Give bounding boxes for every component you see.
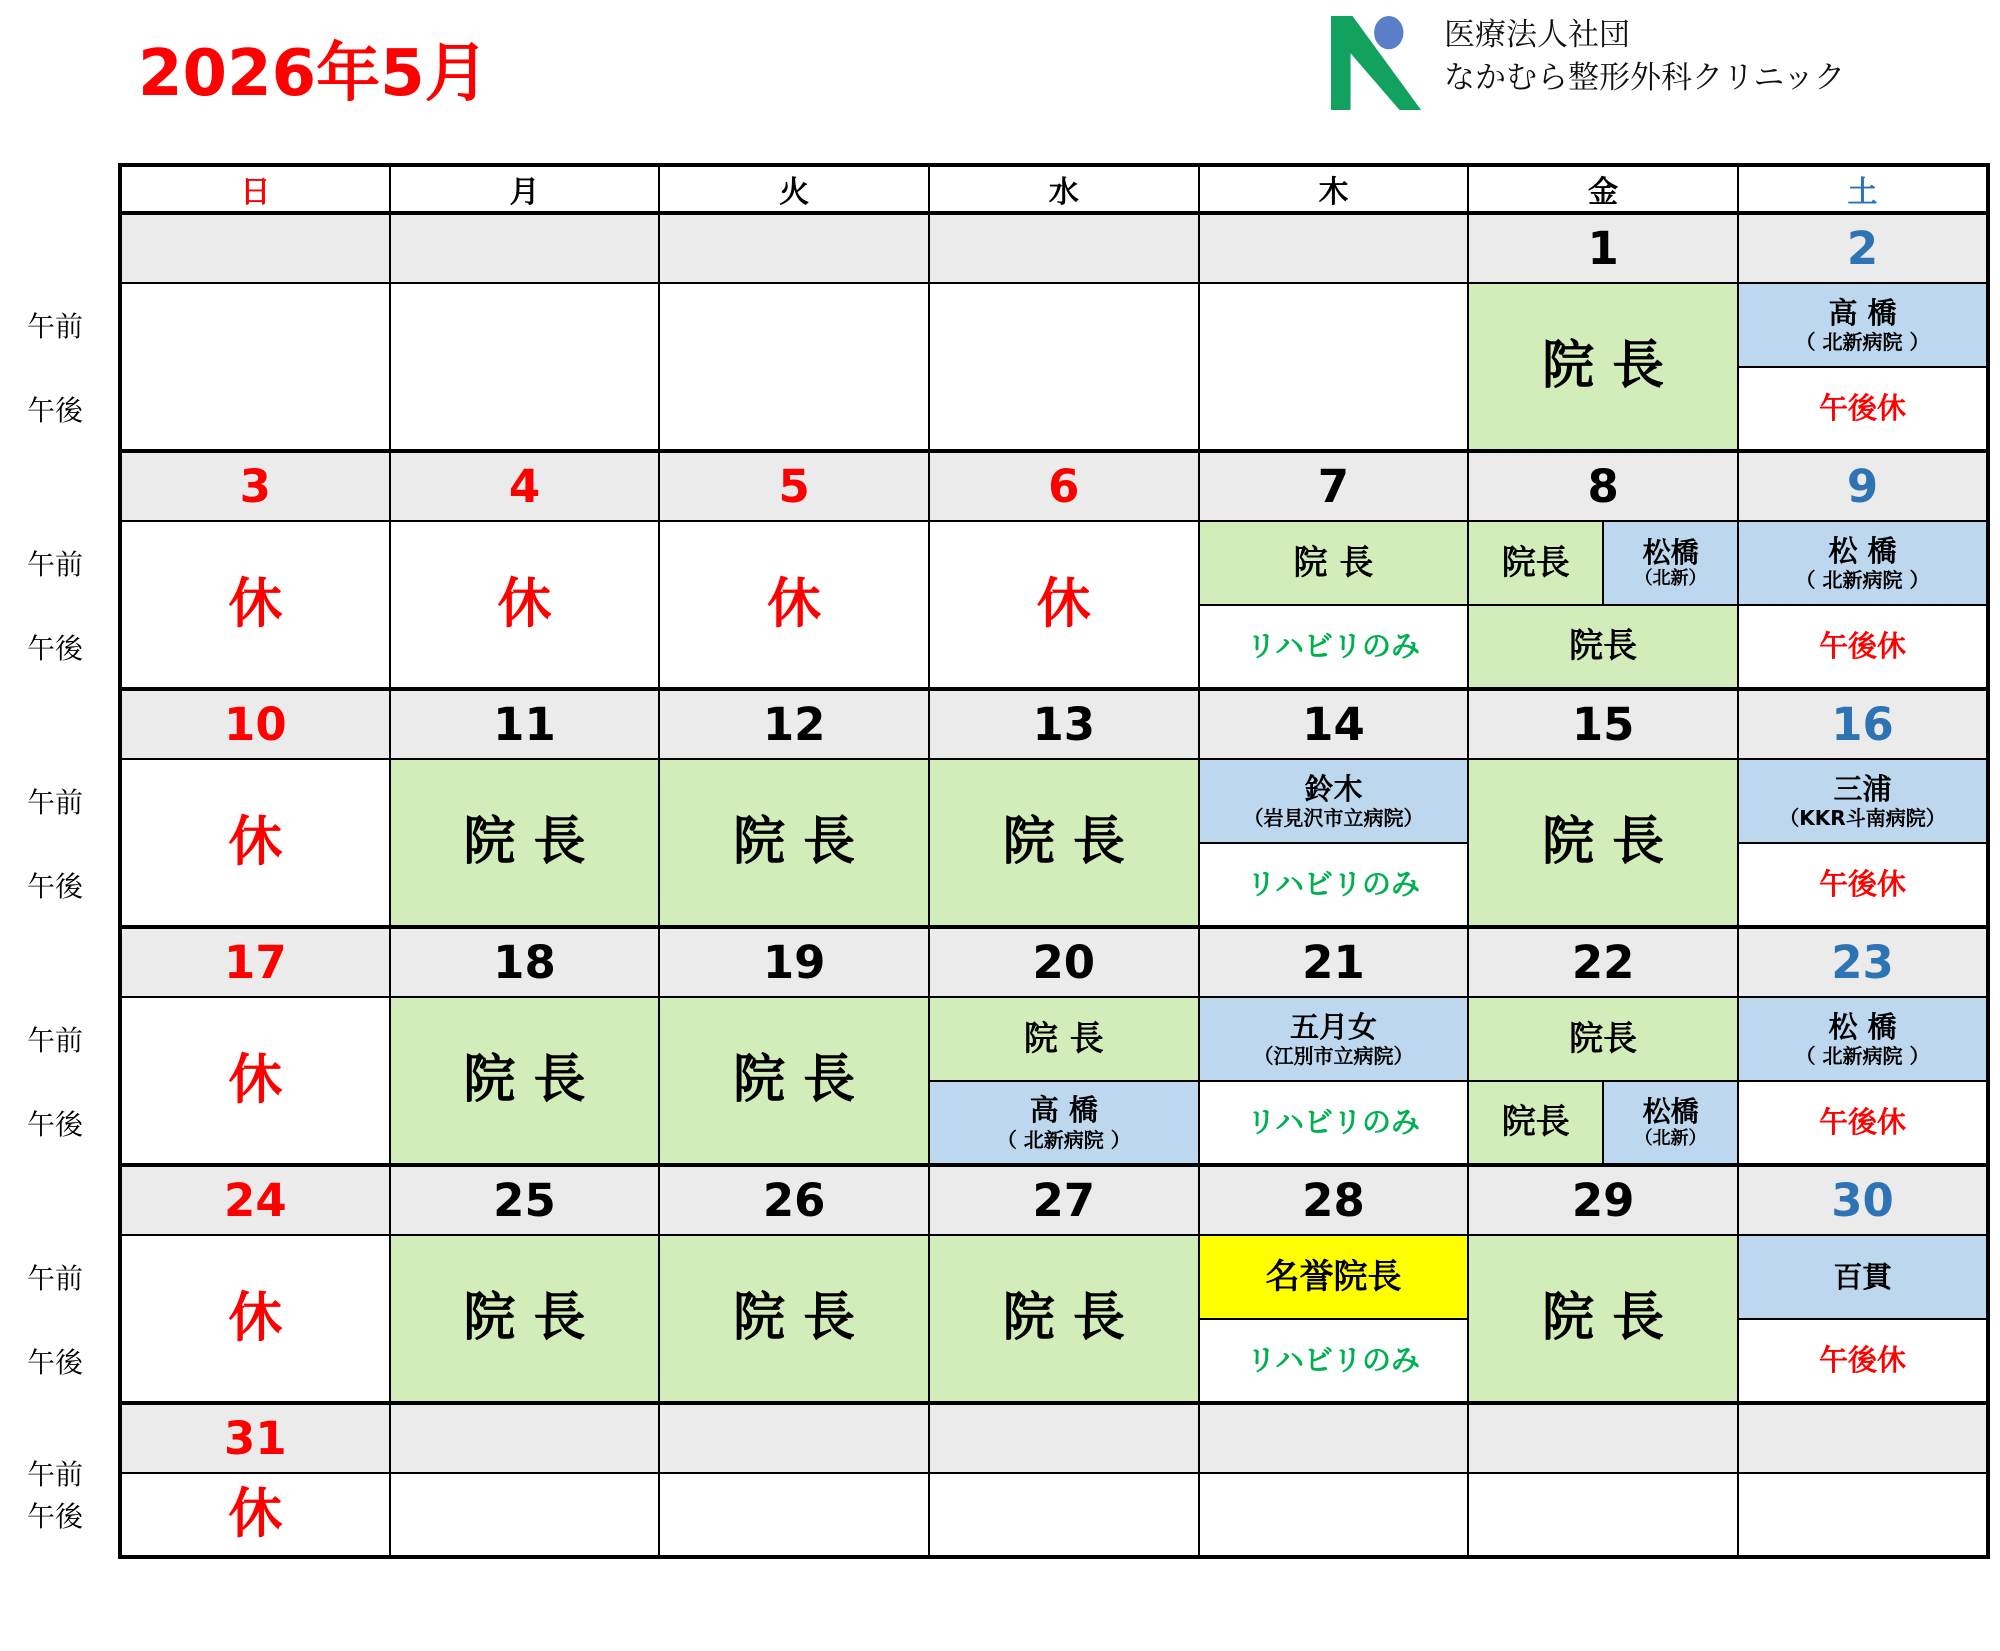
hospital-label: （KKR斗南病院）	[1779, 806, 1946, 831]
schedule-cell-fullday	[390, 1473, 660, 1557]
weekday-header-6: 土	[1738, 165, 1988, 213]
schedule-cell-am	[1199, 997, 1469, 1081]
schedule-cell-fullday	[929, 1235, 1199, 1403]
date-cell: 11	[390, 689, 660, 759]
schedule-cell-fullday	[120, 1235, 390, 1403]
schedule-cell-fullday	[1468, 1473, 1738, 1557]
schedule-cell-fullday	[659, 997, 929, 1165]
schedule-cell-fullday	[120, 283, 390, 451]
date-cell: 31	[120, 1403, 390, 1473]
assignment-label: 休	[767, 572, 822, 636]
hospital-label: （江別市立病院）	[1253, 1044, 1414, 1069]
assignment-label: 高 橋	[1828, 295, 1897, 330]
row-label-pm: 午後	[26, 1346, 83, 1379]
schedule-cell-fullday	[929, 521, 1199, 689]
schedule-cell-pm	[1199, 1081, 1469, 1165]
calendar-row	[120, 1235, 1988, 1319]
calendar-row	[120, 997, 1988, 1081]
schedule-cell-fullday	[659, 759, 929, 927]
date-cell	[659, 1403, 929, 1473]
schedule-cell-fullday	[1468, 759, 1738, 927]
assignment-label: リハビリのみ	[1246, 1105, 1421, 1140]
date-cell: 15	[1468, 689, 1738, 759]
schedule-cell-am	[1468, 997, 1738, 1081]
assignment-label: 院長	[1569, 626, 1638, 667]
date-cell: 6	[929, 451, 1199, 521]
date-cell: 28	[1199, 1165, 1469, 1235]
date-cell	[1468, 1403, 1738, 1473]
date-cell: 21	[1199, 927, 1469, 997]
date-cell: 5	[659, 451, 929, 521]
clinic-name-line: なかむら整形外科クリニック	[1444, 59, 1846, 96]
date-cell: 3	[120, 451, 390, 521]
schedule-cell-pm	[1738, 1081, 1988, 1165]
clinic-logo-mark-icon	[1328, 14, 1428, 112]
date-cell	[929, 1403, 1199, 1473]
calendar-row	[120, 759, 1988, 843]
schedule-cell-part	[1602, 522, 1737, 604]
schedule-cell-fullday	[120, 759, 390, 927]
assignment-label: 院 長	[733, 1288, 856, 1349]
schedule-cell-am	[1738, 997, 1988, 1081]
schedule-table	[118, 163, 1990, 1559]
assignment-label: 高 橋	[1029, 1093, 1098, 1128]
assignment-label: リハビリのみ	[1246, 629, 1421, 664]
schedule-cell-part	[1602, 1082, 1737, 1163]
weekday-header-4: 木	[1199, 165, 1469, 213]
row-label-pm: 午後	[26, 870, 83, 903]
schedule-cell-fullday	[120, 521, 390, 689]
schedule-cell-am	[1738, 1235, 1988, 1319]
schedule-cell-am	[929, 997, 1199, 1081]
schedule-cell-am	[1199, 521, 1469, 605]
calendar-row	[120, 451, 1988, 521]
assignment-label: 院 長	[733, 812, 856, 873]
schedule-cell-pm	[1199, 605, 1469, 689]
split-cell	[1469, 522, 1737, 604]
date-cell: 22	[1468, 927, 1738, 997]
assignment-label: 休	[228, 1286, 283, 1350]
assignment-label: 院 長	[1542, 336, 1665, 397]
schedule-cell-pm	[1738, 843, 1988, 927]
schedule-cell-pm	[1738, 367, 1988, 451]
calendar-row	[120, 213, 1988, 283]
date-cell: 14	[1199, 689, 1469, 759]
logo-dot	[1374, 16, 1403, 49]
assignment-label: 院 長	[1023, 1018, 1104, 1059]
schedule-cell-pm	[1199, 1319, 1469, 1403]
hospital-label: （岩見沢市立病院）	[1243, 806, 1424, 831]
date-cell: 26	[659, 1165, 929, 1235]
assignment-label: 院 長	[1293, 542, 1374, 583]
assignment-label: 院 長	[1542, 1288, 1665, 1349]
schedule-cell-pm	[929, 1081, 1199, 1165]
date-cell: 17	[120, 927, 390, 997]
assignment-label: 五月女	[1289, 1009, 1377, 1044]
date-cell: 27	[929, 1165, 1199, 1235]
hospital-label: （ 北新病院 ）	[1795, 568, 1930, 593]
schedule-cell-fullday	[1468, 283, 1738, 451]
weekday-header-5: 金	[1468, 165, 1738, 213]
schedule-cell-fullday	[390, 997, 660, 1165]
schedule-cell-am	[1468, 521, 1738, 605]
date-cell: 4	[390, 451, 660, 521]
hospital-label: （ 北新病院 ）	[1795, 330, 1930, 355]
row-label-pm: 午後	[26, 394, 83, 427]
date-cell: 29	[1468, 1165, 1738, 1235]
assignment-label: 午後休	[1818, 629, 1906, 664]
assignment-label: 院 長	[463, 1050, 586, 1111]
schedule-cell-fullday	[929, 1473, 1199, 1557]
schedule-cell-fullday	[1738, 1473, 1988, 1557]
schedule-cell-am	[1738, 759, 1988, 843]
weekday-row	[120, 165, 1988, 213]
assignment-label: 院 長	[463, 1288, 586, 1349]
assignment-label: 松 橋	[1828, 1009, 1897, 1044]
schedule-cell-am	[1738, 521, 1988, 605]
clinic-org-line: 医療法人社団	[1444, 17, 1630, 53]
calendar-row	[120, 283, 1988, 367]
schedule-cell-fullday	[929, 759, 1199, 927]
assignment-label: 休	[228, 1048, 283, 1112]
assignment-label: 院長	[1569, 1018, 1638, 1059]
clinic-name	[1444, 14, 1845, 100]
hospital-label: （ 北新病院 ）	[1795, 1044, 1930, 1069]
date-cell: 7	[1199, 451, 1469, 521]
date-cell	[1199, 1403, 1469, 1473]
date-cell: 24	[120, 1165, 390, 1235]
weekday-header-2: 火	[659, 165, 929, 213]
schedule-cell-pm	[1199, 843, 1469, 927]
schedule-cell-am	[1199, 1235, 1469, 1319]
row-label-am: 午前	[26, 1024, 83, 1057]
date-cell: 9	[1738, 451, 1988, 521]
calendar-body	[120, 213, 1988, 1557]
schedule-cell-fullday	[390, 1235, 660, 1403]
schedule-cell-fullday	[120, 1473, 390, 1557]
row-label-pm: 午後	[26, 632, 83, 665]
schedule-page: 2026年5月 医療法人社団 なかむら整形外科クリニック 日 月 火 水 木 金 土 1 2 院 長 高 橋 （ 北新病院 ） 午後休 3 4 5 6 7 8 9 休 休 休 休 院 長 院長 松橋 （北新） 松 橋 （ 北新病院 ） リハビリのみ 院長 午後休 10 11 12 13 14 15 16 休 院 長 院 長 院 長 鈴木 （岩見沢市立病院） 院 長 三浦 （KKR斗南病院） リハビリのみ 午後休 17 18 19 20 21 22 23 休 院 長 院 長 院 長 五月女 （江別市立病院） 院長 松 橋 （ 北新病院 ） 高 橋 （ 北新病院 ） リハビリのみ 院長 松橋 （北新） 午後休 24 25 26 27 28 29 30 休 院 長 院 長 院 長 名誉院長 院 長 百貫 リハビリのみ 午後休 31 休 午前 午前 午前 午前 午前 午前 午後 午後 午後 午後 午後 午後	[0, 0, 2000, 1651]
date-cell	[390, 213, 660, 283]
split-cell	[1469, 1082, 1737, 1163]
schedule-cell-fullday	[659, 1235, 929, 1403]
assignment-label: リハビリのみ	[1246, 1343, 1421, 1378]
schedule-cell-part	[1469, 522, 1602, 604]
date-cell: 8	[1468, 451, 1738, 521]
date-cell	[390, 1403, 660, 1473]
assignment-label: 院 長	[733, 1050, 856, 1111]
schedule-cell-pm	[1738, 605, 1988, 689]
assignment-label: 鈴木	[1304, 771, 1363, 806]
date-cell: 12	[659, 689, 929, 759]
assignment-label: 院長	[1501, 1102, 1570, 1143]
schedule-cell-fullday	[1199, 1473, 1469, 1557]
calendar-row	[120, 1403, 1988, 1473]
hospital-label: （北新）	[1634, 568, 1707, 590]
row-label-am: 午前	[26, 548, 83, 581]
assignment-label: 松橋	[1642, 535, 1699, 569]
assignment-label: 午後休	[1818, 867, 1906, 902]
assignment-label: 三浦	[1833, 771, 1892, 806]
date-cell: 25	[390, 1165, 660, 1235]
schedule-cell-fullday	[929, 283, 1199, 451]
assignment-label: 院 長	[1002, 812, 1125, 873]
date-cell: 23	[1738, 927, 1988, 997]
row-label-am: 午前	[26, 310, 83, 343]
schedule-cell-pm	[1738, 1319, 1988, 1403]
assignment-label: リハビリのみ	[1246, 867, 1421, 902]
assignment-label: 休	[228, 572, 283, 636]
weekday-header-0: 日	[120, 165, 390, 213]
schedule-cell-fullday	[390, 283, 660, 451]
hospital-label: （ 北新病院 ）	[996, 1127, 1131, 1152]
calendar-row	[120, 1165, 1988, 1235]
assignment-label: 休	[228, 1482, 283, 1546]
date-cell: 10	[120, 689, 390, 759]
row-label-am: 午前	[26, 1262, 83, 1295]
schedule-cell-fullday	[1468, 1235, 1738, 1403]
schedule-cell-fullday	[659, 521, 929, 689]
assignment-label: 院 長	[463, 812, 586, 873]
schedule-cell-fullday	[120, 997, 390, 1165]
assignment-label: 百貫	[1833, 1259, 1892, 1294]
schedule-cell-fullday	[390, 521, 660, 689]
date-cell: 20	[929, 927, 1199, 997]
date-cell	[1199, 213, 1469, 283]
date-cell	[659, 213, 929, 283]
date-cell: 19	[659, 927, 929, 997]
date-cell: 1	[1468, 213, 1738, 283]
schedule-cell-am	[1738, 283, 1988, 367]
assignment-label: 院長	[1501, 542, 1570, 583]
assignment-label: 院 長	[1002, 1288, 1125, 1349]
hospital-label: （北新）	[1634, 1127, 1707, 1149]
calendar-row	[120, 689, 1988, 759]
assignment-label: 午後休	[1818, 391, 1906, 426]
weekday-header-1: 月	[390, 165, 660, 213]
assignment-label: 休	[497, 572, 552, 636]
date-cell: 18	[390, 927, 660, 997]
row-label-pm: 午後	[26, 1500, 83, 1533]
assignment-label: 休	[228, 810, 283, 874]
calendar-row	[120, 927, 1988, 997]
schedule-cell-fullday	[390, 759, 660, 927]
weekday-header-3: 水	[929, 165, 1199, 213]
date-cell	[1738, 1403, 1988, 1473]
assignment-label: 松 橋	[1828, 533, 1897, 568]
schedule-cell-part	[1469, 1082, 1602, 1163]
date-cell: 30	[1738, 1165, 1988, 1235]
date-cell: 2	[1738, 213, 1988, 283]
assignment-label: 午後休	[1818, 1105, 1906, 1140]
schedule-cell-pm	[1468, 605, 1738, 689]
date-cell	[120, 213, 390, 283]
row-label-pm: 午後	[26, 1108, 83, 1141]
row-label-am: 午前	[26, 786, 83, 819]
assignment-label: 院 長	[1542, 812, 1665, 873]
schedule-cell-pm	[1468, 1081, 1738, 1165]
assignment-label: 名誉院長	[1265, 1256, 1402, 1297]
calendar-title: 2026年5月	[138, 37, 489, 111]
date-cell	[929, 213, 1199, 283]
assignment-label: 休	[1036, 572, 1091, 636]
schedule-cell-fullday	[1199, 283, 1469, 451]
assignment-label: 松橋	[1642, 1095, 1699, 1129]
schedule-cell-am	[1199, 759, 1469, 843]
date-cell: 13	[929, 689, 1199, 759]
date-cell: 16	[1738, 689, 1988, 759]
schedule-cell-fullday	[659, 1473, 929, 1557]
schedule-cell-fullday	[659, 283, 929, 451]
calendar-row	[120, 521, 1988, 605]
clinic-logo	[1328, 14, 1845, 112]
assignment-label: 午後休	[1818, 1343, 1906, 1378]
